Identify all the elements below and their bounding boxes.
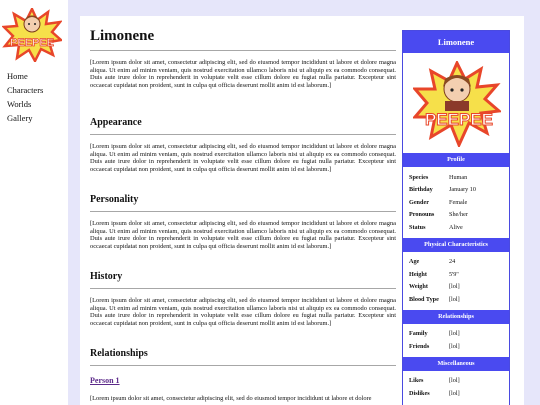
section-divider <box>90 211 396 212</box>
infobox-row <box>403 171 509 184</box>
infobox-value: 5'9" <box>449 270 459 278</box>
infobox-key: Family <box>409 330 428 338</box>
infobox-value: [lol] <box>449 377 460 385</box>
infobox-section-heading: Miscellaneous <box>403 357 509 371</box>
portrait-text: PEEPEE <box>424 110 494 129</box>
infobox-row <box>403 196 509 209</box>
person-1-text: [Lorem ipsum dolor sit amet, consectetur adipiscing elit, sed do eiusmod tempor incididunt ut labore et dolore <box>90 395 372 402</box>
infobox-row <box>403 281 509 294</box>
infobox-key: Dislikes <box>409 389 430 397</box>
infobox-row <box>403 256 509 269</box>
infobox-row <box>403 328 509 341</box>
infobox-key: Friends <box>409 342 430 350</box>
article <box>90 16 396 403</box>
infobox-row <box>403 184 509 197</box>
nav-home[interactable]: Home <box>7 71 28 81</box>
character-portrait[interactable] <box>403 53 509 153</box>
infobox-row <box>403 387 509 400</box>
title-divider <box>90 50 396 51</box>
infobox-row <box>403 293 509 306</box>
site-logo[interactable] <box>2 8 62 62</box>
infobox-value: 24 <box>449 258 456 266</box>
infobox-table <box>403 256 509 306</box>
page-title: Limonene <box>90 28 155 44</box>
infobox-key: Weight <box>409 283 428 291</box>
logo-text: PEEPEE <box>9 37 55 49</box>
infobox-key: Birthday <box>409 186 433 194</box>
infobox-value: Alive <box>449 223 463 231</box>
infobox-value: Female <box>449 198 468 206</box>
section-history-heading: History <box>90 271 123 282</box>
section-relationships-heading: Relationships <box>90 348 148 359</box>
nav-gallery[interactable]: Gallery <box>7 113 33 123</box>
portrait-burst-icon <box>413 61 501 147</box>
section-personality-heading: Personality <box>90 194 139 205</box>
infobox-row <box>403 340 509 353</box>
sidebar <box>0 0 68 405</box>
infobox-value: January 10 <box>449 186 476 194</box>
nav-characters[interactable]: Characters <box>7 85 44 95</box>
logo-burst-icon <box>2 8 62 62</box>
infobox-value: [lol] <box>449 283 460 291</box>
infobox-row <box>403 221 509 234</box>
infobox-value: [lol] <box>449 330 460 338</box>
infobox-table <box>403 328 509 353</box>
infobox-value: [lol] <box>449 389 460 397</box>
infobox-value: Human <box>449 173 468 181</box>
infobox-row <box>403 268 509 281</box>
infobox-section-heading: Relationships <box>403 310 509 324</box>
infobox-value: [lol] <box>449 342 460 350</box>
appearance-text: [Lorem ipsum dolor sit amet, consectetur adipiscing elit, sed do eiusmod tempor incididunt ut labore et dolore magna aliqua. Ut enim ad minim veniam, quis nostrud exercitation ullamco laboris nisi ut aliquip ex ea commodo consequat. Duis aute irure dolor in reprehenderit in voluptate velit esse cillum dolore eu fugiat nulla pariatur. Excepteur sint occaecat cupidatat non proident, sunt in culpa qui officia deserunt mollit anim id est laborum.] <box>90 143 396 173</box>
infobox-row <box>403 209 509 222</box>
infobox-table <box>403 375 509 400</box>
section-appearance-heading: Appearance <box>90 117 142 128</box>
infobox-value: She/her <box>449 211 468 219</box>
infobox-key: Likes <box>409 377 424 385</box>
character-infobox <box>402 30 510 405</box>
section-divider <box>90 365 396 366</box>
infobox-section-heading: Physical Characteristics <box>403 238 509 252</box>
infobox-key: Gender <box>409 198 429 206</box>
infobox-title: Limonene <box>403 31 509 53</box>
section-divider <box>90 134 396 135</box>
main-panel <box>80 16 524 405</box>
infobox-table <box>403 171 509 234</box>
infobox-section-heading: Profile <box>403 153 509 167</box>
person-1-link[interactable]: Person 1 <box>90 376 120 385</box>
site-nav <box>7 69 43 125</box>
intro-text: [Lorem ipsum dolor sit amet, consectetur adipiscing elit, sed do eiusmod tempor incididunt ut labore et dolore magna aliqua. Ut enim ad minim veniam, quis nostrud exercitation ullamco laboris nisi ut aliquip ex ea commodo consequat. Duis aute irure dolor in reprehenderit in voluptate velit esse cillum dolore eu fugiat nulla pariatur. Excepteur sint occaecat cupidatat non proident, sunt in culpa qui officia deserunt mollit anim id est laborum.] <box>90 59 396 89</box>
personality-text: [Lorem ipsum dolor sit amet, consectetur adipiscing elit, sed do eiusmod tempor incididunt ut labore et dolore magna aliqua. Ut enim ad minim veniam, quis nostrud exercitation ullamco laboris nisi ut aliquip ex ea commodo consequat. Duis aute irure dolor in reprehenderit in voluptate velit esse cillum dolore eu fugiat nulla pariatur. Excepteur sint occaecat cupidatat non proident, sunt in culpa qui officia deserunt mollit anim id est laborum.] <box>90 220 396 250</box>
infobox-row <box>403 375 509 388</box>
infobox-key: Pronouns <box>409 211 435 219</box>
infobox-value: [lol] <box>449 295 460 303</box>
infobox-key: Height <box>409 270 427 278</box>
infobox-key: Age <box>409 258 420 266</box>
infobox-key: Species <box>409 173 429 181</box>
infobox-groups <box>403 153 509 400</box>
nav-worlds[interactable]: Worlds <box>7 99 32 109</box>
section-divider <box>90 288 396 289</box>
infobox-key: Status <box>409 223 426 231</box>
infobox-key: Blood Type <box>409 295 439 303</box>
history-text: [Lorem ipsum dolor sit amet, consectetur adipiscing elit, sed do eiusmod tempor incididunt ut labore et dolore magna aliqua. Ut enim ad minim veniam, quis nostrud exercitation ullamco laboris nisi ut aliquip ex ea commodo consequat. Duis aute irure dolor in reprehenderit in voluptate velit esse cillum dolore eu fugiat nulla pariatur. Excepteur sint occaecat cupidatat non proident, sunt in culpa qui officia deserunt mollit anim id est laborum.] <box>90 297 396 327</box>
